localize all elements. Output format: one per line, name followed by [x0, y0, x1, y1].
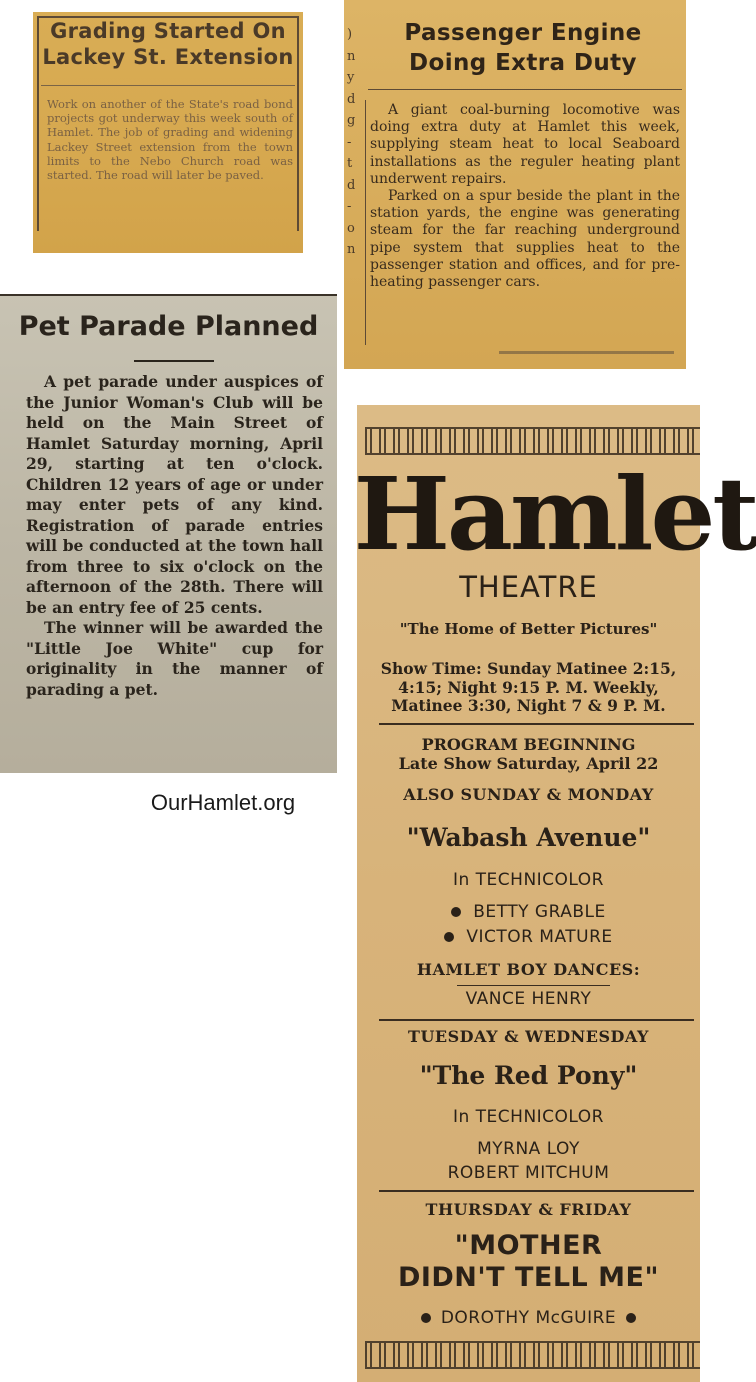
headline-rule	[368, 89, 682, 90]
days-sunday-monday: ALSO SUNDAY & MONDAY	[403, 785, 654, 804]
engine-headline-line-2: Doing Extra Duty	[409, 50, 637, 76]
clipping-grading	[33, 12, 303, 253]
grading-headline-line-1: Grading Started On	[50, 19, 286, 43]
headline-rule	[134, 360, 214, 362]
ornamental-border-top	[365, 427, 700, 455]
theatre-name: Hamlet	[353, 455, 756, 573]
special-act-rule	[457, 985, 610, 986]
film-title-mother-line-2: DIDN'T TELL ME"	[397, 1262, 660, 1293]
site-credit: OurHamlet.org	[150, 790, 296, 815]
show-times-line-1: Show Time: Sunday Matinee 2:15,	[380, 659, 677, 678]
print-smudge	[499, 351, 674, 354]
program-heading	[357, 735, 700, 773]
bullet-icon	[421, 1313, 431, 1323]
star-name	[357, 1308, 700, 1328]
column-divider	[365, 100, 366, 345]
clipping-pet-parade	[0, 294, 337, 773]
star-myrna-loy: MYRNA LOY	[477, 1139, 580, 1159]
section-rule	[379, 723, 694, 725]
days-tuesday-wednesday: TUESDAY & WEDNESDAY	[408, 1027, 649, 1046]
engine-paragraph-1: A giant coal-burning locomotive was doing extra duty at Hamlet this week, supplying steam heat to local Seaboard installations as the reguler heating plant underwent repairs.	[370, 102, 680, 187]
pet-paragraph-1: A pet parade under auspices of the Junior Woman's Club will be held on the Main Street of Hamlet Saturday morning, April 29, starting at ten o'clock. Children 12 years of age or under may enter pets of any kind. Registration of parade entries will be conducted at the town hall from three to six o'clock on the afternoon of the 28th. There will be an entry fee of 25 cents.	[26, 372, 323, 617]
days-thursday-friday: THURSDAY & FRIDAY	[425, 1200, 632, 1219]
grading-body: Work on another of the State's road bond projects got underway this week south of Hamlet. The job of grading and widening Lackey Street extension from the town limits to the Nebo Church road was started. The road will later be paved.	[47, 97, 293, 183]
engine-headline-line-1: Passenger Engine	[404, 20, 642, 46]
grading-headline	[33, 18, 303, 70]
program-line-2: Late Show Saturday, April 22	[398, 754, 659, 773]
clipping-passenger-engine	[344, 0, 686, 369]
pet-paragraph-2: The winner will be awarded the "Little Joe White" cup for originality in the manner of parading a pet.	[26, 618, 323, 699]
headline-rule	[41, 85, 295, 86]
star-betty-grable: BETTY GRABLE	[473, 902, 606, 922]
film-title-wabash: "Wabash Avenue"	[406, 823, 651, 852]
section-rule	[379, 1019, 694, 1021]
star-robert-mitchum: ROBERT MITCHUM	[447, 1163, 610, 1183]
theatre-tagline: "The Home of Better Pictures"	[399, 620, 658, 638]
star-name	[357, 927, 700, 947]
film-title-mother-line-1: "MOTHER	[454, 1230, 603, 1261]
star-name	[357, 902, 700, 922]
film-format: In TECHNICOLOR	[452, 1107, 604, 1127]
show-times-line-3: Matinee 3:30, Night 7 & 9 P. M.	[391, 696, 666, 715]
program-line-1: PROGRAM BEGINNING	[421, 735, 636, 754]
bullet-icon	[451, 907, 461, 917]
bullet-icon	[626, 1313, 636, 1323]
clipping-top-rule	[0, 294, 337, 296]
film-format: In TECHNICOLOR	[452, 870, 604, 890]
engine-paragraph-2: Parked on a spur beside the plant in the station yards, the engine was generating steam for the far reaching underground pipe system that supplies heat to the passenger station and offices, and for pre-heating passenger cars.	[370, 188, 680, 291]
special-act-heading: HAMLET BOY DANCES:	[416, 960, 641, 979]
pet-body	[26, 372, 323, 700]
film-title-red-pony: "The Red Pony"	[419, 1061, 638, 1090]
star-dorothy-mcguire: DOROTHY McGUIRE	[440, 1308, 617, 1328]
ornamental-border-bottom	[365, 1341, 700, 1369]
section-rule	[379, 1190, 694, 1192]
clipping-theatre-ad	[353, 405, 756, 1382]
special-act-name: VANCE HENRY	[465, 989, 592, 1009]
show-times-line-2: 4:15; Night 9:15 P. M. Weekly,	[398, 677, 659, 697]
star-victor-mature: VICTOR MATURE	[466, 927, 613, 947]
engine-body	[370, 102, 680, 291]
engine-headline	[366, 18, 680, 78]
show-times	[357, 660, 700, 716]
pet-headline: Pet Parade Planned	[18, 311, 319, 342]
bullet-icon	[444, 932, 454, 942]
grading-headline-line-2: Lackey St. Extension	[42, 45, 294, 69]
theatre-subtitle: THEATRE	[459, 570, 598, 604]
adjacent-column-fragment: ) n y d g - t d - o n	[347, 27, 356, 257]
